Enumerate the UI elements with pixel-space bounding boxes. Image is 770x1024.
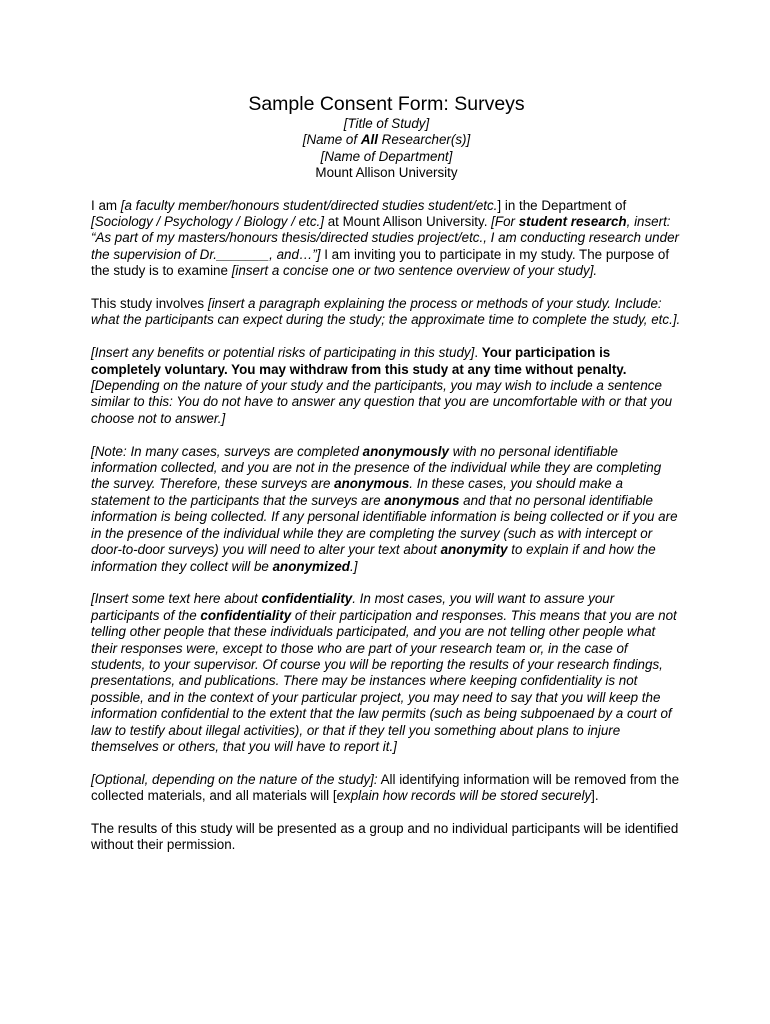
- records-paragraph: [Optional, depending on the nature of the study]: All identifying information will be removed from the collected materials, and all materials will [explain how records will be stored securely].: [91, 771, 680, 804]
- results-paragraph: The results of this study will be presented as a group and no individual participants will be identified without their permission.: [91, 820, 679, 853]
- researchers-placeholder: [Name of All Researcher(s)]: [302, 132, 471, 148]
- department-placeholder: [Name of Department]: [320, 148, 453, 164]
- document-header: [91, 92, 682, 182]
- university-name: Mount Allison University: [315, 165, 458, 181]
- researchers-all-emphasis: All: [360, 132, 378, 148]
- intro-paragraph: I am [a faculty member/honours student/directed studies student/etc.] in the Department of [Sociology / Psychology / Biology / etc.] at Mount Allison University. [For student research, insert: “As part of my masters/honours thesis/directed studies project/etc., I am conducting research under the supervision of Dr._______, and…”] I am inviting you to participate in my study. The purpose of the study is to examine [insert a concise one or two sentence overview of your study].: [91, 197, 679, 279]
- confidentiality-paragraph: [Insert some text here about confidentiality. In most cases, you will want to assure your participants of the confidentiality of their participation and responses. This means that you are not telling other people that these individuals participated, and you are not telling other people what their responses were, except to those who are part of your research team or, in the case of students, to your supervisor. Of course you will be reporting the results of your research findings, presentations, and publications. There may be instances where keeping confidentiality is not possible, and in the context of your particular project, you may need to say that you will keep the information confidential to the extent that the law permits (such as being subpoenaed by a court of law to testify about illegal activities), or that if they tell you something about plans to injure themselves or others, that you will have to report it.]: [91, 591, 677, 754]
- study-title-placeholder: [Title of Study]: [343, 116, 430, 131]
- study-involves-paragraph: This study involves [insert a paragraph explaining the process or methods of your study. Include: what the participants can expect during the study; the approximate time to complete the study, etc.].: [91, 296, 681, 328]
- voluntary-paragraph: [Insert any benefits or potential risks of participating in this study]. Your participation is completely voluntary. You may withdraw from this study at any time without penalty. [Depending on the nature of your study and the participants, you may wish to include a sentence similar to this: You do not have to answer any question that you are uncomfortable with or that you choose not to answer.]: [91, 345, 673, 426]
- anonymity-note-paragraph: [Note: In many cases, surveys are completed anonymously with no personal identifiable information collected, and you are not in the presence of the individual while they are completing the survey. Therefore, these surveys are anonymous. In these cases, you should make a statement to the participants that the surveys are anonymous and that no personal identifiable information is being collected. If any personal identifiable information is being collected or if you are in the presence of the individual while they are completing the survey (such as with intercept or door-to-door surveys) you will need to alter your text about anonymity to explain if and how the information they collect will be anonymized.]: [91, 443, 678, 574]
- page-title: Sample Consent Form: Surveys: [248, 93, 525, 115]
